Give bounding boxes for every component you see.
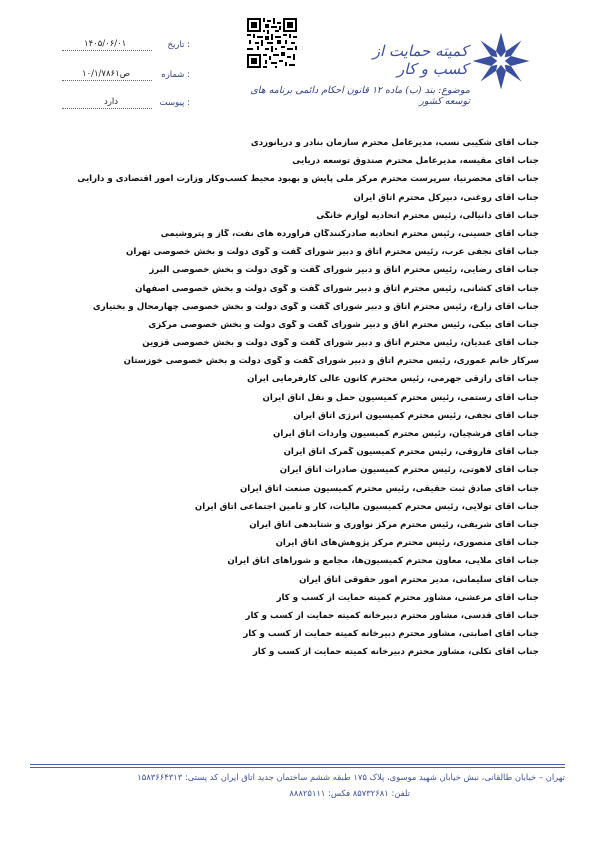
list-item: سرکار خانم عموری، رئیس محترم اتاق و دبیر شورای گفت و گوی دولت و بخش خصوصی خوزستان xyxy=(123,356,539,367)
list-item: جناب آقای تولایی، رئیس محترم کمیسیون مالیات، کار و تأمین اجتماعی اتاق ایران xyxy=(194,501,539,512)
list-item: جناب آقای فرشچیان، رئیس محترم کمیسیون واردات اتاق ایران xyxy=(273,429,539,439)
subject-line: موضوع: بند (ب) ماده ۱۲ قانون احکام دائمی برنامه های توسعه کشور xyxy=(250,85,470,107)
list-item: جناب آقای رضایی، رئیس محترم اتاق و دبیر شورای گفت و گوی دولت و بخش خصوصی البرز xyxy=(149,265,539,276)
number-row xyxy=(62,70,190,84)
list-item: جناب آقای اصابتی، مشاور محترم دبیرخانه کمیته حمایت از کسب و کار xyxy=(243,629,539,640)
list-item: جناب آقای دانیالی، رئیس محترم اتحادیه لوازم خانگی xyxy=(316,210,539,221)
committee-logo-icon xyxy=(470,30,532,92)
date-dots xyxy=(62,50,152,51)
list-item: جناب آقای شکیبی نسب، مدیرعامل محترم سازمان بنادر و دریانوردی xyxy=(250,138,539,148)
list-item: جناب آقای صادق ثبت حقیقی، رئیس محترم کمیسیون صنعت اتاق ایران xyxy=(239,483,539,494)
list-item: جناب آقای کشانی، رئیس محترم اتاق و دبیر شورای گفت و گوی دولت و بخش خصوصی اصفهان xyxy=(135,283,539,294)
list-item: جناب آقای بیکی، رئیس محترم اتاق و دبیر شورای گفت و گوی دولت و بخش خصوصی مرکزی xyxy=(148,319,539,330)
list-item: جناب آقای رستمی، رئیس محترم کمیسیون حمل و نقل اتاق ایران xyxy=(262,392,539,403)
qr-code-icon xyxy=(247,18,297,68)
number-value: ۱۰/۱/۷۸۶۱ص xyxy=(82,69,130,79)
footer-address: تهران – خیابان طالقانی، نبش خیابان شهید موسوی، پلاک ۱۷۵ طبقه ششم ساختمان جدید اتاق ایران کد پستی: ۱۵۸۳۶۶۴۳۱۳ xyxy=(137,772,565,782)
list-item: جناب آقای شریفی، رئیس محترم مرکز نوآوری و شتابدهی اتاق ایران xyxy=(249,519,539,530)
list-item: جناب آقای نجفی، رئیس محترم کمیسیون انرژی اتاق ایران xyxy=(293,410,539,421)
list-item: جناب آقای زارع، رئیس محترم اتاق و دبیر شورای گفت و گوی دولت و بخش خصوصی چهارمحال و بختیاری xyxy=(92,301,539,312)
date-value: ۱۴۰۵/۰۶/۰۱ xyxy=(84,39,127,49)
footer-divider-top xyxy=(30,764,565,765)
list-item: جناب آقای حسینی، رئیس محترم اتحادیه صادرکنندگان فراورده های نفت، گاز و پتروشیمی xyxy=(160,228,539,239)
recipient-list xyxy=(60,138,539,665)
number-dots xyxy=(62,80,152,81)
list-item: جناب آقای فاروقی، رئیس محترم کمیسیون گمرک اتاق ایران xyxy=(283,447,539,458)
attachment-value: دارد xyxy=(104,97,119,107)
footer-phones: تلفن: ۸۵۷۳۲۶۸۱ فکس: ۸۸۸۲۵۱۱۱ xyxy=(289,788,410,798)
list-item: جناب آقای روغنی، دبیرکل محترم اتاق ایران xyxy=(353,192,539,203)
date-label: تاریخ : xyxy=(167,40,190,50)
footer-divider-bottom xyxy=(30,767,565,768)
list-item: جناب آقای نجفی عرب، رئیس محترم اتاق و دبیر شورای گفت و گوی دولت و بخش خصوصی تهران xyxy=(126,247,539,258)
date-row xyxy=(62,40,190,54)
attachment-dots xyxy=(62,108,152,109)
list-item: جناب آقای عبدیان، رئیس محترم اتاق و دبیر شورای گفت و گوی دولت و بخش خصوصی قزوین xyxy=(142,338,539,349)
attachment-label: پیوست : xyxy=(159,98,190,108)
list-item: جناب آقای مرعشی، مشاور محترم کمیته حمایت از کسب و کار xyxy=(276,592,539,603)
list-item: جناب آقای رازقی جهرمی، رئیس محترم کانون عالی کارفرمایی ایران xyxy=(247,374,539,385)
number-label: شماره : xyxy=(161,70,190,80)
list-item: جناب آقای محضرنیا، سرپرست محترم مرکز ملی پایش و بهبود محیط کسب‌وکار وزارت امور اقتصادی و دارایی xyxy=(77,174,539,185)
attachment-row xyxy=(62,98,190,112)
list-item: جناب آقای لاهوتی، رئیس محترم کمیسیون صادرات اتاق ایران xyxy=(279,465,539,476)
logo-text: کمیته حمایت از کسب و کار xyxy=(372,42,468,78)
list-item: جناب آقای ملایی، معاون محترم کمیسیون‌ها، مجامع و شوراهای اتاق ایران xyxy=(227,556,539,567)
list-item: جناب آقای تکلی، مشاور محترم دبیرخانه کمیته حمایت از کسب و کار xyxy=(252,647,539,658)
list-item: جناب آقای منصوری، رئیس محترم مرکز پژوهش‌های اتاق ایران xyxy=(275,538,539,549)
list-item: جناب آقای مقیسه، مدیرعامل محترم صندوق توسعه دریایی xyxy=(292,156,539,167)
list-item: جناب آقای قدسی، مشاور محترم دبیرخانه کمیته حمایت از کسب و کار xyxy=(245,610,539,621)
list-item: جناب آقای سلیمانی، مدیر محترم امور حقوقی اتاق ایران xyxy=(299,574,539,585)
